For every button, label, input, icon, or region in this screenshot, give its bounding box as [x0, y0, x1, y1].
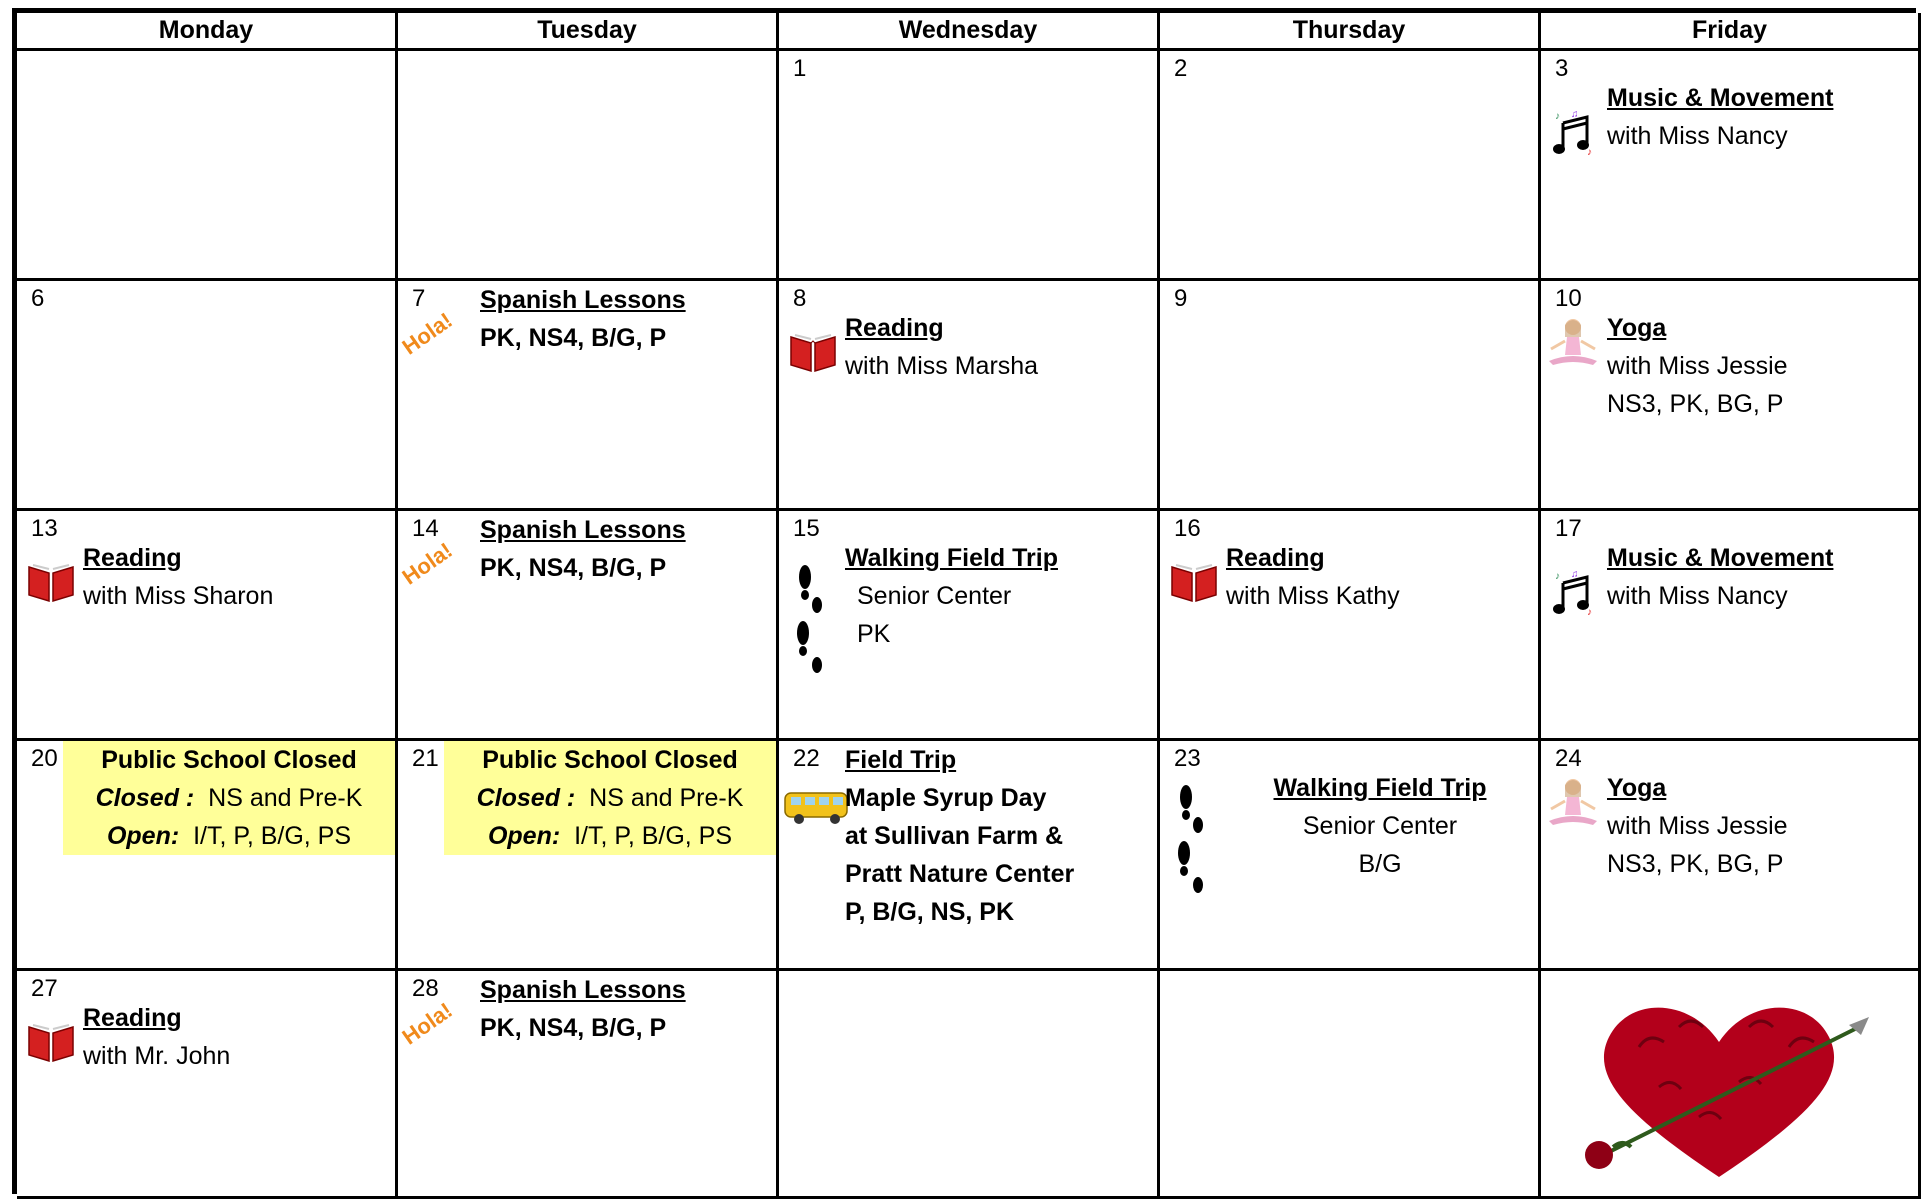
day-cell-27 [17, 971, 398, 1199]
event-line-2: at Sullivan Farm & [845, 822, 1064, 850]
day-cell-empty [398, 51, 779, 281]
closure-title: Public School Closed [482, 746, 738, 774]
day-number: 6 [31, 285, 45, 312]
day-number: 20 [31, 745, 58, 772]
closure-notice [444, 741, 776, 855]
day-number: 16 [1174, 515, 1201, 542]
day-cell-20 [17, 741, 398, 971]
svg-text:♪: ♪ [1587, 147, 1592, 157]
event-groups: NS3, PK, BG, P [1607, 390, 1784, 418]
day-number: 24 [1555, 745, 1582, 772]
day-cell-1 [779, 51, 1160, 281]
svg-text:♫: ♫ [1571, 109, 1579, 120]
day-number: 10 [1555, 285, 1582, 312]
closure-notice [63, 741, 395, 855]
event-line-3: Pratt Nature Center [845, 860, 1075, 888]
music-note-icon [1553, 569, 1597, 617]
event-groups: PK [857, 620, 891, 648]
day-number: 27 [31, 975, 58, 1002]
event-instructor: with Mr. John [83, 1042, 231, 1070]
day-cell-10 [1541, 281, 1921, 511]
day-cell-23 [1160, 741, 1541, 971]
day-number: 22 [793, 745, 820, 772]
day-cell-empty [1160, 971, 1541, 1199]
hola-icon: Hola! [398, 307, 457, 360]
event-title: Walking Field Trip [845, 544, 1058, 572]
closure-title: Public School Closed [101, 746, 357, 774]
book-icon [787, 329, 839, 373]
header-friday: Friday [1541, 13, 1921, 51]
day-cell-14 [398, 511, 779, 741]
yoga-girl-icon [1543, 315, 1603, 373]
hola-icon: Hola! [398, 537, 457, 590]
event-groups: B/G [1358, 850, 1402, 878]
event-title: Yoga [1607, 314, 1667, 342]
day-cell-valentine [1541, 971, 1921, 1199]
day-cell-6 [17, 281, 398, 511]
day-cell-9 [1160, 281, 1541, 511]
day-number: 2 [1174, 55, 1188, 82]
day-cell-empty [779, 971, 1160, 1199]
event-title: Spanish Lessons [480, 286, 686, 314]
day-cell-8 [779, 281, 1160, 511]
event-instructor: with Miss Nancy [1607, 122, 1788, 150]
day-number: 15 [793, 515, 820, 542]
day-number: 23 [1174, 745, 1201, 772]
event-instructor: with Miss Jessie [1607, 812, 1788, 840]
hola-icon: Hola! [398, 997, 457, 1050]
footprints-icon [1174, 781, 1210, 901]
day-number: 3 [1555, 55, 1569, 82]
event-instructor: with Miss Marsha [845, 352, 1039, 380]
day-cell-13 [17, 511, 398, 741]
open-groups: I/T, P, B/G, PS [193, 822, 352, 850]
event-title: Field Trip [845, 746, 957, 774]
open-label: Open: [106, 822, 180, 850]
day-number: 28 [412, 975, 439, 1002]
header-tuesday: Tuesday [398, 13, 779, 51]
closed-groups: NS and Pre-K [208, 784, 363, 812]
day-number: 7 [412, 285, 426, 312]
day-cell-24 [1541, 741, 1921, 971]
rose-heart-icon [1569, 987, 1879, 1187]
header-thursday: Thursday [1160, 13, 1541, 51]
event-groups: PK, NS4, B/G, P [480, 1014, 667, 1042]
event-title: Music & Movement [1607, 544, 1834, 572]
event-title: Spanish Lessons [480, 976, 686, 1004]
day-cell-empty [17, 51, 398, 281]
event-location: Senior Center [1302, 812, 1458, 840]
event-groups: PK, NS4, B/G, P [480, 554, 667, 582]
day-number: 13 [31, 515, 58, 542]
day-cell-3 [1541, 51, 1921, 281]
closed-label: Closed : [476, 784, 576, 812]
day-cell-17 [1541, 511, 1921, 741]
svg-text:♪: ♪ [1555, 571, 1560, 582]
event-instructor: with Miss Nancy [1607, 582, 1788, 610]
music-note-icon [1553, 109, 1597, 157]
day-cell-21 [398, 741, 779, 971]
event-title: Yoga [1607, 774, 1667, 802]
event-instructor: with Miss Jessie [1607, 352, 1788, 380]
yoga-girl-icon [1543, 775, 1603, 833]
event-title: Reading [845, 314, 944, 342]
event-location: Senior Center [857, 582, 1012, 610]
event-groups: PK, NS4, B/G, P [480, 324, 667, 352]
svg-text:♪: ♪ [1555, 111, 1560, 122]
day-cell-15 [779, 511, 1160, 741]
calendar-grid [12, 8, 1916, 1194]
day-cell-22 [779, 741, 1160, 971]
svg-text:♫: ♫ [1571, 569, 1579, 580]
day-number: 1 [793, 55, 807, 82]
header-monday: Monday [17, 13, 398, 51]
event-title: Music & Movement [1607, 84, 1834, 112]
book-icon [25, 1019, 77, 1063]
event-title: Spanish Lessons [480, 516, 686, 544]
event-title: Reading [83, 544, 182, 572]
event-groups: P, B/G, NS, PK [845, 898, 1015, 926]
event-instructor: with Miss Kathy [1226, 582, 1400, 610]
event-line-1: Maple Syrup Day [845, 784, 1047, 812]
day-cell-2 [1160, 51, 1541, 281]
event-instructor: with Miss Sharon [83, 582, 274, 610]
closed-groups: NS and Pre-K [589, 784, 744, 812]
open-groups: I/T, P, B/G, PS [574, 822, 733, 850]
closed-label: Closed : [95, 784, 195, 812]
footprints-icon [793, 561, 829, 681]
day-number: 8 [793, 285, 807, 312]
book-icon [25, 559, 77, 603]
header-wednesday: Wednesday [779, 13, 1160, 51]
day-cell-7 [398, 281, 779, 511]
svg-text:♪: ♪ [1587, 607, 1592, 617]
open-label: Open: [487, 822, 561, 850]
event-title: Reading [1226, 544, 1325, 572]
event-title: Reading [83, 1004, 182, 1032]
school-bus-icon [781, 787, 853, 827]
day-number: 9 [1174, 285, 1188, 312]
day-cell-28 [398, 971, 779, 1199]
event-title: Walking Field Trip [1273, 774, 1487, 802]
day-cell-16 [1160, 511, 1541, 741]
book-icon [1168, 559, 1220, 603]
day-number: 21 [412, 745, 439, 772]
event-groups: NS3, PK, BG, P [1607, 850, 1784, 878]
day-number: 14 [412, 515, 439, 542]
day-number: 17 [1555, 515, 1582, 542]
